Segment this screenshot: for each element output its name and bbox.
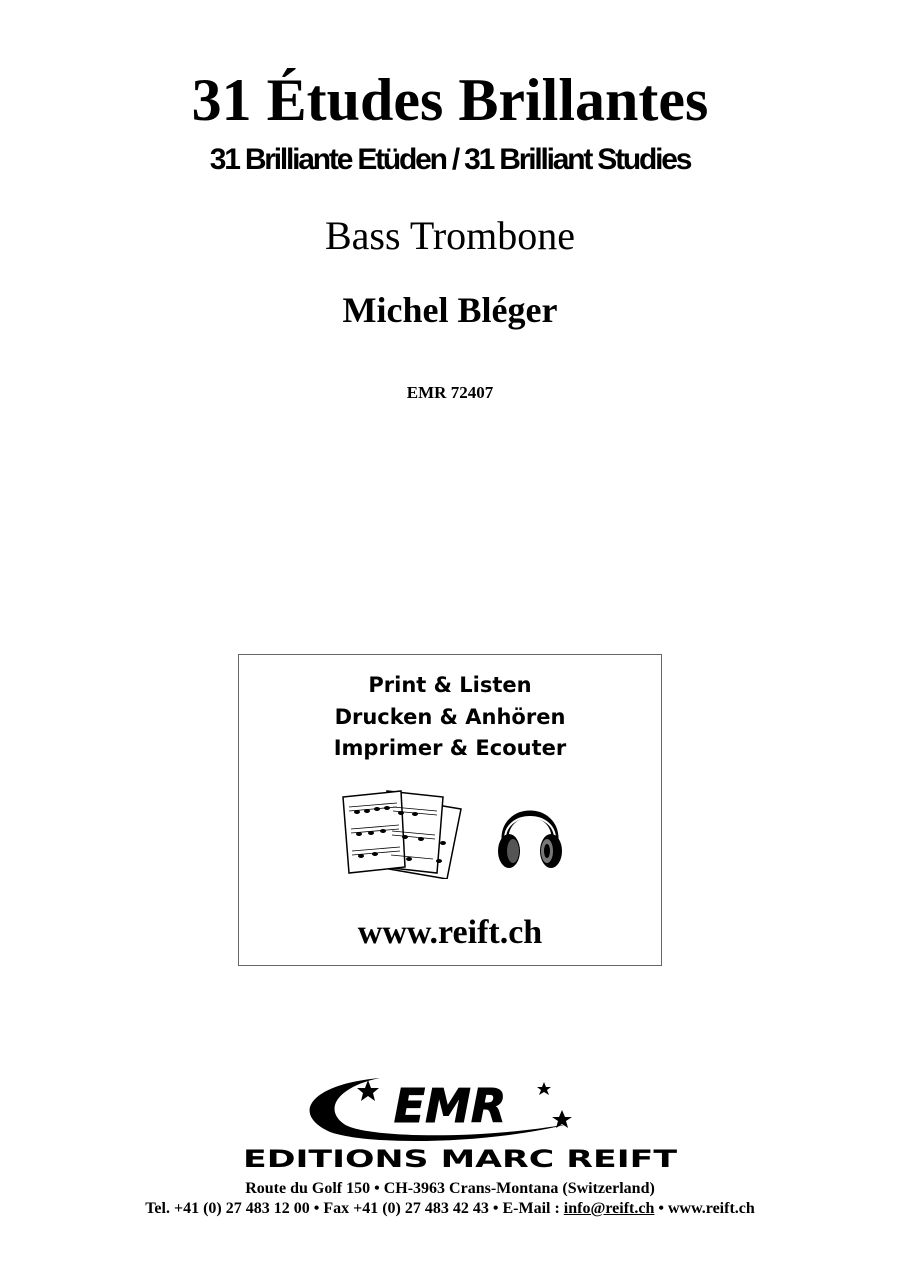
promo-line-french: Imprimer & Ecouter	[333, 736, 567, 760]
print-listen-box	[238, 654, 662, 966]
instrument-label: Bass Trombone	[324, 213, 576, 258]
contact-website[interactable]: • www.reift.ch	[654, 1200, 755, 1217]
promo-line-english: Print & Listen	[368, 673, 532, 697]
publisher-contact	[0, 1199, 900, 1219]
composer-name: Michel Bléger	[342, 290, 558, 330]
publisher-address: Route du Golf 150 • CH-3963 Crans-Montana (Switzerland)	[245, 1180, 655, 1197]
promo-line-german: Drucken & Anhören	[334, 705, 566, 729]
emr-logo-text: EMR	[393, 1079, 507, 1133]
headphones-icon	[495, 795, 565, 873]
email-link[interactable]: info@reift.ch	[563, 1200, 655, 1217]
publisher-name-text: EDITIONS MARC REIFT	[243, 1145, 678, 1170]
website-link[interactable]: www.reift.ch	[357, 914, 543, 951]
sheet-music-icon	[339, 787, 469, 879]
emr-logo	[300, 1074, 590, 1144]
contact-phone-fax: Tel. +41 (0) 27 483 12 00 • Fax +41 (0) 27 483 42 43 • E-Mail :	[145, 1200, 564, 1217]
publisher-name	[240, 1144, 680, 1170]
page-subtitle: 31 Brilliante Etüden / 31 Brilliant Studies	[209, 143, 691, 176]
catalog-number: EMR 72407	[406, 383, 494, 402]
page-title: 31 Études Brillantes	[191, 67, 709, 133]
